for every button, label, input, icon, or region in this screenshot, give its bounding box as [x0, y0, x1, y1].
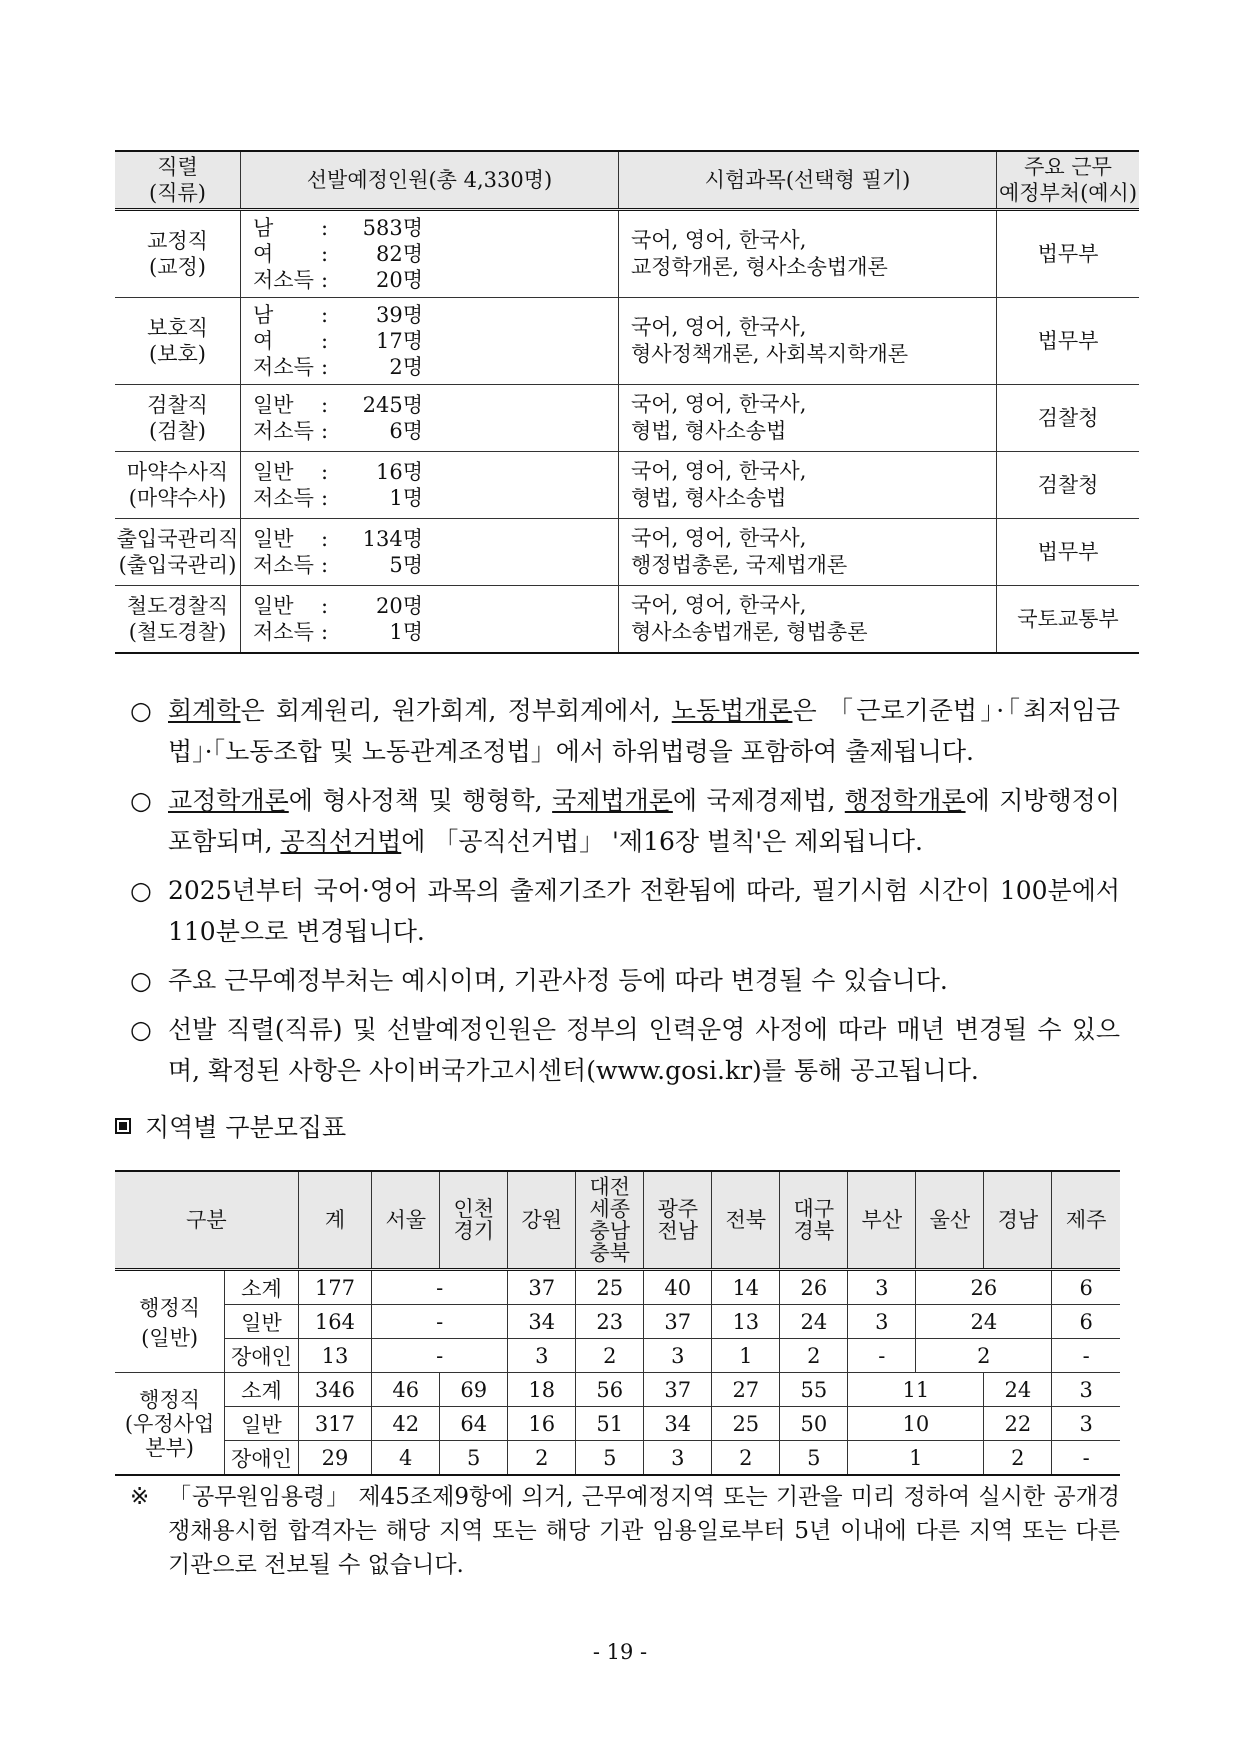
table-cell: 대구 [793, 1197, 835, 1221]
dept-cell: 검찰청 [997, 452, 1140, 519]
table-cell: - [1052, 1339, 1120, 1373]
table-cell: 82명 [375, 241, 423, 266]
table-cell: 5 [576, 1441, 644, 1476]
count-cell [241, 519, 619, 586]
table-cell: 24 [984, 1373, 1052, 1407]
bullet-icon: ○ [130, 696, 152, 725]
table-cell [253, 302, 618, 328]
bullet-icon: ○ [130, 1015, 152, 1044]
table-cell: 134명 [362, 526, 423, 551]
header-gyeongnam: 경남 [984, 1171, 1052, 1270]
table-cell: : [321, 215, 329, 240]
table-cell: 6 [1052, 1270, 1120, 1305]
header-seoul: 서울 [372, 1171, 440, 1270]
table-cell: 여 [253, 328, 274, 353]
table-cell: 42 [372, 1407, 440, 1441]
table-cell: 소계 [225, 1270, 299, 1305]
table-cell: 16 [508, 1407, 576, 1441]
table-cell: 3 [1052, 1373, 1120, 1407]
table-cell [253, 593, 618, 619]
subjects-cell [619, 385, 997, 452]
table-cell [253, 552, 618, 578]
table-cell: 4 [372, 1441, 440, 1476]
table-cell: 일반 [253, 392, 294, 417]
subjects-cell [619, 298, 997, 385]
table-cell: 경기 [453, 1219, 495, 1243]
table-cell: - [372, 1339, 508, 1373]
table-cell: : [321, 526, 329, 551]
table-cell: 1명 [389, 485, 423, 510]
table-cell: : [321, 267, 329, 292]
table-cell: 3 [508, 1339, 576, 1373]
group-label: 행정직 (일반) [115, 1270, 225, 1373]
table-cell: 1 [848, 1441, 984, 1476]
table-cell: 소계 [225, 1373, 299, 1407]
table-cell: 저소득 [253, 552, 314, 577]
table-cell: 13 [298, 1339, 372, 1373]
bullet-icon: ○ [130, 876, 152, 905]
table-cell: 세종 [589, 1197, 631, 1221]
table-cell: 46 [372, 1373, 440, 1407]
header-total: 계 [298, 1171, 372, 1270]
table-cell: 50 [780, 1407, 848, 1441]
table-cell: : [321, 593, 329, 618]
header-gangwon: 강원 [508, 1171, 576, 1270]
table-cell: : [321, 302, 329, 327]
table-row [115, 1339, 1120, 1373]
table-row [115, 210, 1139, 298]
count-cell [241, 385, 619, 452]
footnote [130, 1480, 1120, 1582]
table-cell: 국어, 영어, 한국사, [631, 392, 807, 416]
table-cell: 2 [916, 1339, 1052, 1373]
header-jeju: 제주 [1052, 1171, 1120, 1270]
table-cell: 37 [508, 1270, 576, 1305]
section-title: 지역별 구분모집표 [115, 1108, 346, 1144]
table-cell [253, 485, 618, 511]
table-cell: 국어, 영어, 한국사, [631, 526, 807, 550]
table-cell: 장애인 [225, 1441, 299, 1476]
table-cell: 20명 [375, 593, 423, 618]
table-cell: 3 [1052, 1407, 1120, 1441]
group-label: 행정직 (우정사업 본부) [115, 1373, 225, 1476]
table-cell: : [321, 552, 329, 577]
table-cell: 5명 [389, 552, 423, 577]
table-cell: : [321, 328, 329, 353]
table-cell: 17명 [375, 328, 423, 353]
table-cell: 10 [848, 1407, 984, 1441]
table-cell: 22 [984, 1407, 1052, 1441]
table-cell: 25 [576, 1270, 644, 1305]
table-cell: 6명 [389, 418, 423, 443]
table-cell: 2명 [389, 354, 423, 379]
table-row [115, 519, 1139, 586]
regional-table [115, 1170, 1120, 1476]
table-cell: 전남 [657, 1219, 699, 1243]
table-cell: 저소득 [253, 354, 314, 379]
square-bullet-icon [115, 1118, 131, 1134]
table-cell: 34 [644, 1407, 712, 1441]
header-incheon [440, 1171, 508, 1270]
dept-cell: 법무부 [997, 519, 1140, 586]
table-cell: 317 [298, 1407, 372, 1441]
header-busan: 부산 [848, 1171, 916, 1270]
table-cell: 37 [644, 1373, 712, 1407]
note-item: ○ 선발 직렬(직류) 및 선발예정인원은 정부의 인력운영 사정에 따라 매년 변경될 수 있으며, 확정된 사항은 사이버국가고시센터(www.gosi.kr)를 통해 공고됩니다. [130, 1009, 1120, 1091]
table-cell: : [321, 418, 329, 443]
page-number: - 19 - [592, 1640, 648, 1664]
table-cell: 형법, 형사소송법 [631, 486, 787, 510]
header-daejeon [576, 1171, 644, 1270]
table-cell [253, 392, 618, 418]
note-item: ○ 교정학개론에 형사정책 및 행형학, 국제법개론에 국제경제법, 행정학개론에 지방행정이 포함되며, 공직선거법에 「공직선거법」 '제16장 벌칙'은 제외됩니다. [130, 780, 1120, 862]
table-cell: - [848, 1339, 916, 1373]
table-cell: : [321, 619, 329, 644]
table-header-row [115, 1171, 1120, 1270]
count-cell [241, 298, 619, 385]
table-cell: 5 [780, 1441, 848, 1476]
table-cell [253, 418, 618, 444]
table-cell: : [321, 485, 329, 510]
table-cell: 51 [576, 1407, 644, 1441]
table-cell: 국어, 영어, 한국사, [631, 228, 807, 252]
table-cell: 20명 [375, 267, 423, 292]
subjects-cell [619, 210, 997, 298]
header-subjects: 시험과목(선택형 필기) [619, 151, 997, 210]
table-cell: 2 [576, 1339, 644, 1373]
table-cell: 형사소송법개론, 형법총론 [631, 620, 868, 644]
table-cell: : [321, 459, 329, 484]
table-cell: 27 [712, 1373, 780, 1407]
table-row [115, 1441, 1120, 1476]
table-cell: 2 [508, 1441, 576, 1476]
table-cell: 충남 [589, 1219, 631, 1243]
bullet-icon: ○ [130, 786, 152, 815]
job-cell: 출입국관리직 (출입국관리) [115, 519, 241, 586]
subjects-cell [619, 586, 997, 654]
table-cell: - [1052, 1441, 1120, 1476]
notes-list [130, 690, 1120, 1099]
table-cell: 3 [644, 1339, 712, 1373]
table-row [115, 586, 1139, 654]
header-jeonbuk: 전북 [712, 1171, 780, 1270]
table-cell: 2 [712, 1441, 780, 1476]
table-cell: 3 [644, 1441, 712, 1476]
count-cell [241, 452, 619, 519]
header-gwangju [644, 1171, 712, 1270]
table-cell: 16명 [375, 459, 423, 484]
table-cell: 6 [1052, 1305, 1120, 1339]
table-cell [253, 526, 618, 552]
table-cell: 39명 [375, 302, 423, 327]
table-row [115, 1407, 1120, 1441]
table-cell: 26 [916, 1270, 1052, 1305]
table-cell: 64 [440, 1407, 508, 1441]
table-cell: 18 [508, 1373, 576, 1407]
table-cell: 24 [916, 1305, 1052, 1339]
header-daegu [780, 1171, 848, 1270]
job-cell: 보호직 (보호) [115, 298, 241, 385]
table-cell: 11 [848, 1373, 984, 1407]
table-cell: 인천 [453, 1197, 495, 1221]
table-cell: 55 [780, 1373, 848, 1407]
job-cell: 검찰직 (검찰) [115, 385, 241, 452]
table-cell: : [321, 392, 329, 417]
table-cell [253, 619, 618, 645]
header-dept: 주요 근무 예정부처(예시) [997, 151, 1140, 210]
table-row [115, 452, 1139, 519]
job-cell: 마약수사직 (마약수사) [115, 452, 241, 519]
table-cell: 37 [644, 1305, 712, 1339]
note-item: ○ 2025년부터 국어·영어 과목의 출제기조가 전환됨에 따라, 필기시험 시간이 100분에서 110분으로 변경됩니다. [130, 870, 1120, 952]
table-cell: 1명 [389, 619, 423, 644]
reference-mark-icon: ※ [130, 1484, 150, 1510]
table-row [115, 385, 1139, 452]
table-cell: 형법, 형사소송법 [631, 419, 787, 443]
table-cell: 40 [644, 1270, 712, 1305]
dept-cell: 법무부 [997, 298, 1140, 385]
table-cell: 245명 [362, 392, 423, 417]
count-cell [241, 210, 619, 298]
table-cell: 5 [440, 1441, 508, 1476]
table-cell: 행정법총론, 국제법개론 [631, 553, 848, 577]
header-count: 선발예정인원(총 4,330명) [241, 151, 619, 210]
table-cell: 남 [253, 215, 274, 240]
table-cell [253, 215, 618, 241]
table-cell: 국어, 영어, 한국사, [631, 593, 807, 617]
table-cell [253, 267, 618, 293]
table-row [115, 1305, 1120, 1339]
table-cell: 일반 [225, 1407, 299, 1441]
table-cell: 남 [253, 302, 274, 327]
table-cell: 13 [712, 1305, 780, 1339]
table-cell: 3 [848, 1270, 916, 1305]
header-gubun: 구분 [115, 1171, 298, 1270]
subjects-cell [619, 452, 997, 519]
table-cell: - [372, 1305, 508, 1339]
table-cell: 34 [508, 1305, 576, 1339]
count-cell [241, 586, 619, 654]
bullet-icon: ○ [130, 966, 152, 995]
table-header-row [115, 151, 1139, 210]
recruitment-table [115, 150, 1139, 654]
table-cell: 여 [253, 241, 274, 266]
table-cell: : [321, 354, 329, 379]
header-job: 직렬 (직류) [115, 151, 241, 210]
job-cell: 교정직 (교정) [115, 210, 241, 298]
subjects-cell [619, 519, 997, 586]
table-cell: 1 [712, 1339, 780, 1373]
table-cell: 저소득 [253, 485, 314, 510]
table-cell: 광주 [657, 1197, 699, 1221]
table-cell: 164 [298, 1305, 372, 1339]
note-item: ○ 주요 근무예정부처는 예시이며, 기관사정 등에 따라 변경될 수 있습니다. [130, 960, 1120, 1001]
table-row [115, 1270, 1120, 1305]
table-cell [253, 241, 618, 267]
table-cell: 56 [576, 1373, 644, 1407]
table-cell: 국어, 영어, 한국사, [631, 315, 807, 339]
table-cell [253, 459, 618, 485]
table-cell: 2 [984, 1441, 1052, 1476]
table-cell: 177 [298, 1270, 372, 1305]
table-cell: 대전 [589, 1175, 631, 1199]
table-cell: 저소득 [253, 418, 314, 443]
job-cell: 철도경찰직 (철도경찰) [115, 586, 241, 654]
table-cell: : [321, 241, 329, 266]
note-item: ○ 회계학은 회계원리, 원가회계, 정부회계에서, 노동법개론은 「근로기준법」·「최저임금법」·「노동조합 및 노동관계조정법」에서 하위법령을 포함하여 출제됩니다. [130, 690, 1120, 772]
table-cell: 69 [440, 1373, 508, 1407]
table-cell: 일반 [225, 1305, 299, 1339]
table-cell: - [372, 1270, 508, 1305]
table-cell: 충북 [589, 1241, 631, 1265]
table-cell [253, 328, 618, 354]
table-cell: 29 [298, 1441, 372, 1476]
table-cell: 경북 [793, 1219, 835, 1243]
table-cell: 교정학개론, 형사소송법개론 [631, 255, 888, 279]
table-cell: 3 [848, 1305, 916, 1339]
dept-cell: 검찰청 [997, 385, 1140, 452]
table-cell: 국어, 영어, 한국사, [631, 459, 807, 483]
table-cell: 일반 [253, 593, 294, 618]
table-cell: 24 [780, 1305, 848, 1339]
table-cell: 23 [576, 1305, 644, 1339]
table-cell: 장애인 [225, 1339, 299, 1373]
table-cell: 14 [712, 1270, 780, 1305]
table-cell: 583명 [362, 215, 423, 240]
dept-cell: 법무부 [997, 210, 1140, 298]
table-cell: 2 [780, 1339, 848, 1373]
table-row [115, 1373, 1120, 1407]
table-cell: 저소득 [253, 619, 314, 644]
table-cell: 일반 [253, 526, 294, 551]
table-cell: 저소득 [253, 267, 314, 292]
table-cell: 346 [298, 1373, 372, 1407]
table-cell: 일반 [253, 459, 294, 484]
table-cell: 26 [780, 1270, 848, 1305]
table-row [115, 298, 1139, 385]
dept-cell: 국토교통부 [997, 586, 1140, 654]
header-ulsan: 울산 [916, 1171, 984, 1270]
table-cell: 25 [712, 1407, 780, 1441]
table-cell [253, 354, 618, 380]
footnote-text: 「공무원임용령」 제45조제9항에 의거, 근무예정지역 또는 기관을 미리 정하여 실시한 공개경쟁채용시험 합격자는 해당 지역 또는 해당 기관 임용일로부터 5년 이내에 다른 지역 또는 다른 기관으로 전보될 수 없습니다. [168, 1484, 1120, 1578]
table-cell: 형사정책개론, 사회복지학개론 [631, 342, 909, 366]
